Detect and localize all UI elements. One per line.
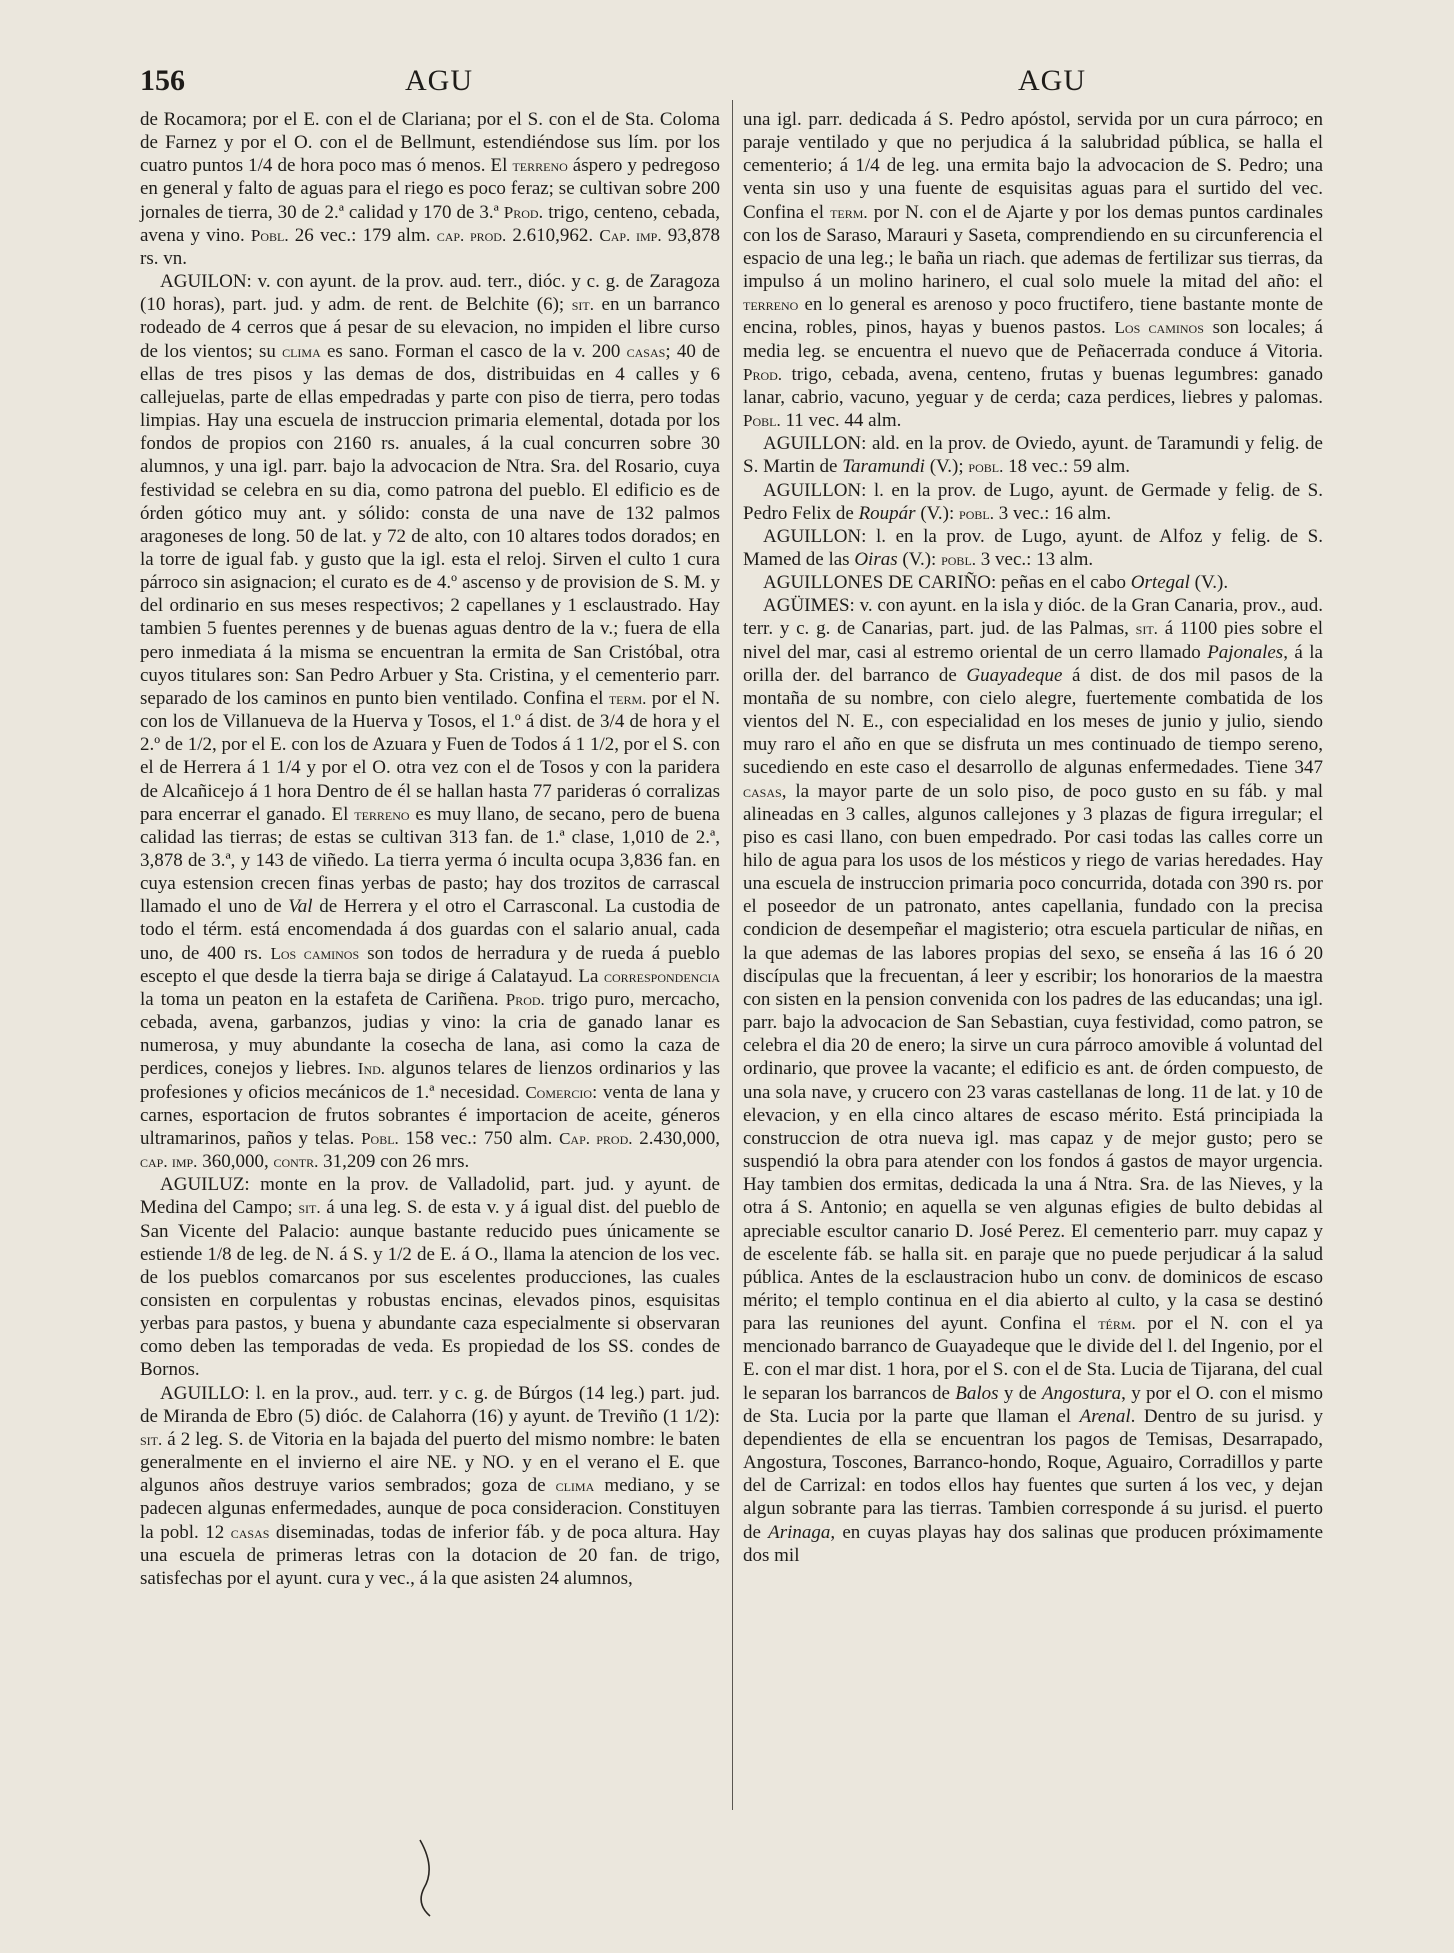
entry-aguillon-oviedo: AGUILLON: ald. en la prov. de Oviedo, ayunt. de Taramundi y felig. de S. Martin de Taramundi (V.); pobl. 18 vec.: 59 alm. [743,433,1323,478]
left-column [140,108,720,1590]
entry-aguillo: AGUILLO: l. en la prov., aud. terr. y c. g. de Búrgos (14 leg.) part. jud. de Miranda de Ebro (5) dióc. de Calahorra (16) y ayunt. de Treviño (1 1/2): sit. á 2 leg. S. de Vitoria en la bajada del puerto del mismo nombre: le baten generalmente en el invierno el aire NE. y NO. y en el verano el E. que algunos años destruye varios sembrados; goza de clima mediano, y se padecen algunas enfermedades, aunque de poca consideracion. Constituyen la pobl. 12 casas diseminadas, todas de inferior fáb. y de poca altura. Hay una escuela de primeras letras con la dotacion de 20 fan. de trigo, satisfechas por el ayunt. cura y vec., á la que asisten 24 alumnos, [140,1382,720,1589]
running-header [0,64,1454,108]
right-column [743,108,1323,1567]
column-divider [732,100,733,1810]
entry-aguilon: AGUILON: v. con ayunt. de la prov. aud. terr., dióc. y c. g. de Zaragoza (10 horas), part. jud. y adm. de rent. de Belchite (6); sit. en un barranco rodeado de 4 cerros que á pesar de su elevacion, no impiden el libre curso de los vientos; su clima es sano. Forman el casco de la v. 200 casas; 40 de ellas de tres pisos y las demas de dos, distribuidas en 4 calles y 6 callejuelas, parte de ellas empedradas y parte con piso de tierra, pero todas limpias. Hay una escuela de instruccion primaria elemental, dotada por los fondos de propios con 2160 rs. anuales, á la cual concurren sobre 30 alumnos, y una igl. parr. bajo la advocacion de Ntra. Sra. del Rosario, cuya festividad se celebra en su dia, como patrona del pueblo. El edificio es de órden gótico muy ant. y sólido: consta de una nave de 132 palmos aragoneses de long. 50 de lat. y 72 de alto, con 10 altares todos dorados; en la torre de igual fab. y gusto que la igl. esta el reloj. Sirven el culto 1 cura párroco sin asignacion; el curato es de 4.º ascenso y de provision de S. M. y del ordinario en sus meses respectivos; 2 capellanes y 1 esclaustrado. Hay tambien 5 fuentes perennes y de buenas aguas dentro de la v.; fuera de ella pero inmediata á la misma se encuentran la ermita de San Cristóbal, otra cuyos titulares son: San Pedro Arbuer y Sta. Cristina, y el cementerio parr. separado de los caminos en punto bien ventilado. Confina el term. por el N. con los de Villanueva de la Huerva y Tosos, el 1.º á dist. de 3/4 de hora y el 2.º de 1/2, por el E. con los de Azuara y Fuen de Todos á 1 1/2, por el S. con el de Herrera á 1 1/4 y por el O. otra vez con el de Tosos y con la paridera de Alcañicejo á 1 hora Dentro de él se hallan hasta 77 parideras ó corralizas para encerrar el ganado. El terreno es muy llano, de secano, pero de buena calidad las tierras; de estas se cultivan 313 fan. de 1.ª clase, 1,010 de 2.ª, 3,878 de 3.ª, y 143 de viñedo. La tierra yerma ó inculta ocupa 3,836 fan. en cuya estension crecen finas yerbas de pasto; hay dos trozitos de carrascal llamado el uno de Val de Herrera y el otro el Carrasconal. La custodia de todo el térm. está encomendada á dos guardas con el salario anual, cada uno, de 400 rs. Los caminos son todos de herradura y de rueda á pueblo escepto el que desde la tierra baja se dirige á Calatayud. La correspondencia la toma un peaton en la estafeta de Cariñena. Prod. trigo puro, mercacho, cebada, avena, garbanzos, judias y vino: la cria de ganado lanar es numerosa, y muy abundante la cosecha de lana, asi como la caza de perdices, conejos y liebres. Ind. algunos telares de lienzos ordinarios y las profesiones y oficios mecánicos de 1.ª necesidad. Comercio: venta de lana y carnes, esportacion de frutos sobrantes é importacion de aceite, géneros ultramarinos, paños y telas. Pobl. 158 vec.: 750 alm. Cap. prod. 2.430,000, cap. imp. 360,000, contr. 31,209 con 26 mrs. [140,271,721,1173]
ink-stroke-mark [400,1838,460,1918]
entry-aguillo-cont: una igl. parr. dedicada á S. Pedro apóstol, servida por un cura párroco; en paraje ventilado y que no perjudica á la salubridad pública, se halla el cementerio; á 1/4 de leg. una ermita bajo la advocacion de S. Pedro; una venta sin uso y una fuente de esquisitas aguas para el surtido del vec. Confina el term. por N. con el de Ajarte y por los demas puntos cardinales con los de Saraso, Marauri y Saseta, comprendiendo en su circunferencia el espacio de una leg.; le baña un riach. que ademas de fertilizar sus tierras, da impulso á un molino harinero, el cual solo muele la mitad del año: el terreno en lo general es arenoso y poco fructifero, tiene bastante monte de encina, robles, pinos, hayas y buenos pastos. Los caminos son locales; á media leg. se encuentra el nuevo que de Peñacerrada conduce á Vitoria. Prod. trigo, cebada, avena, centeno, frutas y buenas legumbres: ganado lanar, cabrio, vacuno, yeguar y de cerda; caza perdices, liebres y palomas. Pobl. 11 vec. 44 alm. [743,109,1323,432]
page-number: 156 [140,64,185,97]
entry-agullana-end: de Rocamora; por el E. con el de Clariana; por el S. con el de Sta. Coloma de Farnez y por el O. con el de Bellmunt, estendiéndose sus lím. por los cuatro puntos 1/4 de hora poco mas ó menos. El terreno áspero y pedregoso en general y falto de aguas para el riego es poco feraz; se cultivan sobre 200 jornales de tierra, 30 de 2.ª calidad y 170 de 3.ª Prod. trigo, centeno, cebada, avena y vino. Pobl. 26 vec.: 179 alm. cap. prod. 2.610,962. Cap. imp. 93,878 rs. vn. [140,109,721,269]
right-running-title: AGU [1018,64,1086,97]
entry-aguiluz: AGUILUZ: monte en la prov. de Valladolid, part. jud. y ayunt. de Medina del Campo; sit. á una leg. S. de esta v. y á igual dist. del pueblo de San Vicente del Palacio: aunque bastante reducido pues únicamente se estiende 1/8 de leg. de N. á S. y 1/2 de E. á O., llama la atencion de los vec. de los pueblos comarcanos por sus escelentes producciones, las cuales consisten en corpulentas y robustas encinas, elevados pinos, esquisitas yerbas para pastos, y buena y abundante caza especialmente si observaran como deben las temporadas de veda. Es propiedad de los SS. condes de Bornos. [140,1174,720,1381]
entry-aguillones: AGUILLONES DE CARIÑO: peñas en el cabo Ortegal (V.). [763,572,1229,594]
entry-aguimes: AGÜIMES: v. con ayunt. en la isla y dióc. de la Gran Canaria, prov., aud. terr. y c. g. de Canarias, part. jud. de las Palmas, sit. á 1100 pies sobre el nivel del mar, casi al estremo oriental de un cerro llamado Pajonales, á la orilla der. del barranco de Guayadeque á dist. de dos mil pasos de la montaña de su nombre, con cielo alegre, fuertemente combatida de los vientos del N. E., con especialidad en los meses de junio y julio, siendo muy raro el año en que se disfruta un mes continuado de tiempo sereno, sucediendo en este caso el desarrollo de algunas enfermedades. Tiene 347 casas, la mayor parte de un solo piso, de poco gusto en su fáb. y mal alineadas en 3 calles, algunos callejones y 3 plazas de figura irregular; el piso es casi llano, con buen empedrado. Por casi todas las calles corre un hilo de agua para los usos de los mésticos y riego de varias heredades. Hay una escuela de instruccion primaria poco concurrida, dotada con 390 rs. por el poseedor de un patronato, antes capellania, fundado con la precisa condicion de desempeñar el magisterio; otra escuela particular de niñas, en la que ademas de las labores propias del sexo, se enseña á las 16 ó 20 discípulas que la frecuentan, á leer y escribir; los honorarios de la maestra con sisten en la pension convenida con los padres de las educandas; una igl. parr. bajo la advocacion de San Sebastian, cuya festividad, como patron, se celebra el dia 20 de enero; la sirve un cura párroco amovible á voluntad del ordinario, que provee la vacante; el edificio es ant. de órden compuesto, de una sola nave, y crucero con 23 varas castellanas de long. 11 de lat. y 10 de elevacion, y en ella cinco altares de escaso mérito. Está principiada la construccion de otra nueva igl. mas capaz y de mejor gusto; pero se suspendió la obra para atender con los fondos á gastos de mayor urgencia. Hay tambien dos ermitas, dedicada la una á Ntra. Sra. de las Nieves, y la otra á S. Antonio; en aquella se ven algunas efigies de bulto debidas al apreciable escultor canario D. José Perez. El cementerio parr. muy capaz y de escelente fáb. se halla sit. en paraje que no puede perjudicar á la salud pública. Antes de la esclaustracion hubo un conv. de dominicos de escaso mérito; el templo continua en el dia abierto al culto, y la casa se destinó para las reuniones del ayunt. Confina el térm. por el N. con el ya mencionado barranco de Guayadeque que le divide del l. del Ingenio, por el E. con el mar dist. 1 hora, por el S. con el de Sta. Lucia de Tijarana, del cual le separan los barrancos de Balos y de Angostura, y por el O. con el mismo de Sta. Lucia por la parte que llaman el Arenal. Dentro de su jurisd. y dependientes de ella se encuentran los pagos de Temisas, Desarrapado, Angostura, Toscones, Barranco-hondo, Roque, Aguairo, Corradillos y parte del de Carrizal: en todos ellos hay fuentes que surten á los vec, y dejan algun sobrante para las tierras. Tambien corresponde á su jurisd. el puerto de Arinaga, en cuyas playas hay dos salinas que producen próximamente dos mil [743,595,1324,1566]
entry-aguillon-germade: AGUILLON: l. en la prov. de Lugo, ayunt. de Germade y felig. de S. Pedro Felix de Roupár (V.): pobl. 3 vec.: 16 alm. [743,479,1323,524]
left-running-title: AGU [405,64,473,97]
entry-aguillon-alfoz: AGUILLON: l. en la prov. de Lugo, ayunt. de Alfoz y felig. de S. Mamed de las Oiras (V.): pobl. 3 vec.: 13 alm. [743,525,1323,570]
